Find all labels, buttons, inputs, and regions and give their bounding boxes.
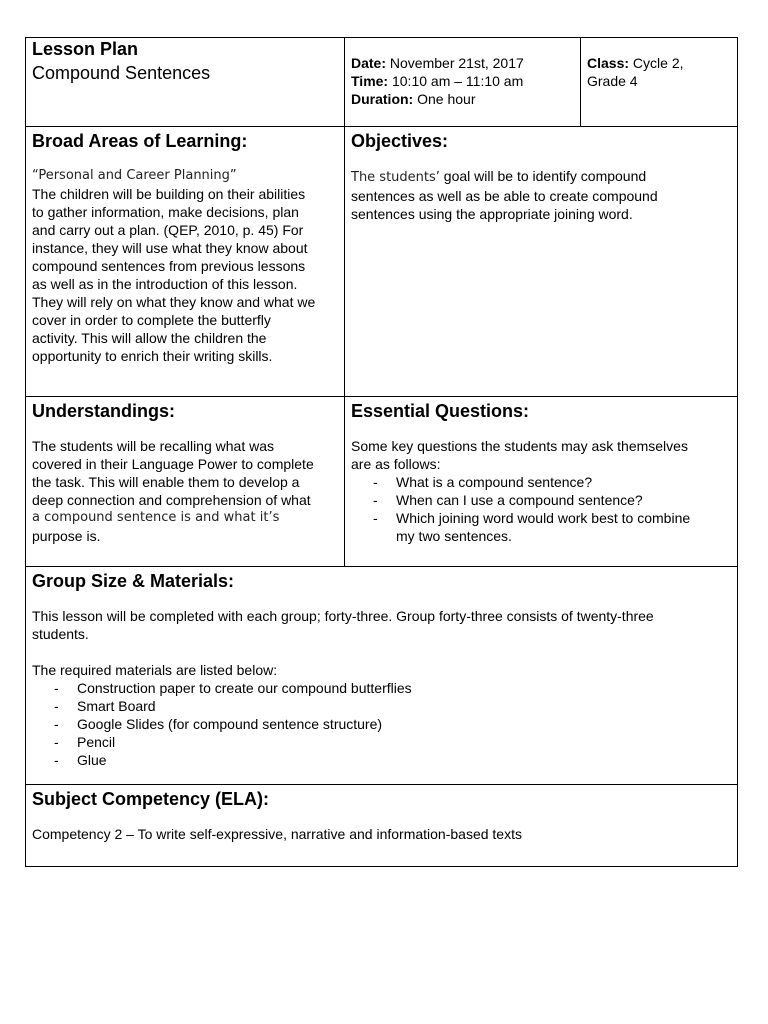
material-text: Glue xyxy=(77,752,107,768)
essential-questions-cell xyxy=(345,397,738,567)
date-label: Date: xyxy=(351,55,387,71)
class-line xyxy=(587,54,731,72)
class-label: Class: xyxy=(587,55,630,71)
understandings-line: deep connection and comprehension of what xyxy=(32,492,311,508)
objectives-line: sentences using the appropriate joining word. xyxy=(351,206,633,222)
question-text: What is a compound sentence? xyxy=(396,474,593,490)
material-text: Smart Board xyxy=(77,698,156,714)
broad-areas-line: activity. This will allow the children the xyxy=(32,330,267,346)
list-item xyxy=(373,473,731,491)
list-item xyxy=(373,491,731,509)
materials-list xyxy=(32,679,731,769)
material-text: Pencil xyxy=(77,734,116,750)
understandings-line: The students will be recalling what was xyxy=(32,438,275,454)
class-value-2: Grade 4 xyxy=(587,73,638,89)
essential-questions-list xyxy=(351,473,731,545)
time-line xyxy=(351,72,574,90)
header-row xyxy=(26,38,738,127)
list-item xyxy=(54,751,731,769)
broad-areas-heading: Broad Areas of Learning: xyxy=(32,131,248,151)
lesson-plan-document xyxy=(25,37,737,867)
list-item xyxy=(54,715,731,733)
date-value: November 21st, 2017 xyxy=(389,55,524,71)
class-cell xyxy=(581,38,738,127)
objectives-line-rest: goal will be to identify compound xyxy=(439,168,647,184)
essential-questions-intro: Some key questions the students may ask themselves xyxy=(351,438,688,454)
understandings-line: purpose is. xyxy=(32,528,101,544)
competency-heading: Subject Competency (ELA): xyxy=(32,789,270,809)
understandings-line: the task. This will enable them to develop a xyxy=(32,474,300,490)
broad-areas-line: compound sentences from previous lessons xyxy=(32,258,306,274)
material-text: Construction paper to create our compound butterflies xyxy=(77,680,412,696)
duration-label: Duration: xyxy=(351,91,414,107)
group-materials-cell xyxy=(26,567,738,785)
broad-areas-line: cover in order to complete the butterfly xyxy=(32,312,271,328)
broad-areas-line: instance, they will use what they know about xyxy=(32,240,308,256)
broad-areas-text xyxy=(32,185,338,365)
group-size-line: students. xyxy=(32,626,89,642)
objectives-heading: Objectives: xyxy=(351,131,449,151)
broad-areas-line: opportunity to enrich their writing skills. xyxy=(32,348,273,364)
understandings-cell xyxy=(26,397,345,567)
dash-marker: - xyxy=(54,698,59,714)
time-value: 10:10 am – 11:10 am xyxy=(391,73,524,89)
schedule-cell xyxy=(345,38,581,127)
competency-cell xyxy=(26,785,738,867)
understandings-line: a compound sentence is and what it’s xyxy=(32,510,280,525)
objectives-cell xyxy=(345,127,738,397)
understandings-heading: Understandings: xyxy=(32,401,176,421)
duration-value: One hour xyxy=(417,91,476,107)
objectives-line xyxy=(351,167,731,187)
competency-row xyxy=(26,785,738,867)
group-size-text xyxy=(32,607,731,643)
list-item xyxy=(373,509,731,527)
understandings-text xyxy=(32,437,338,545)
dash-marker: - xyxy=(373,474,378,490)
dash-marker: - xyxy=(54,716,59,732)
class-value-1: Cycle 2, xyxy=(632,55,684,71)
list-item xyxy=(54,679,731,697)
competency-text: Competency 2 – To write self-expressive, narrative and information-based texts xyxy=(32,826,522,842)
lesson-plan-table xyxy=(25,37,738,867)
list-item xyxy=(54,697,731,715)
broad-areas-cell xyxy=(26,127,345,397)
question-text: Which joining word would work best to combine xyxy=(396,510,691,526)
objectives-soft-text: The students’ xyxy=(351,170,440,185)
duration-line xyxy=(351,90,574,108)
group-size-line: This lesson will be completed with each group; forty-three. Group forty-three consists of twenty-three xyxy=(32,608,654,624)
title-cell xyxy=(26,38,345,127)
broad-areas-quote: “Personal and Career Planning” xyxy=(32,168,237,183)
objectives-line: sentences as well as be able to create compound xyxy=(351,188,658,204)
group-materials-heading: Group Size & Materials: xyxy=(32,571,235,591)
doc-title: Lesson Plan xyxy=(32,39,139,59)
learning-row xyxy=(26,127,738,397)
time-label: Time: xyxy=(351,73,389,89)
date-line xyxy=(351,54,574,72)
doc-subtitle: Compound Sentences xyxy=(32,63,211,83)
essential-questions-intro: are as follows: xyxy=(351,456,441,472)
list-item xyxy=(54,733,731,751)
essential-questions-heading: Essential Questions: xyxy=(351,401,530,421)
understandings-line: covered in their Language Power to complete xyxy=(32,456,314,472)
dash-marker: - xyxy=(373,492,378,508)
broad-areas-line: They will rely on what they know and what we xyxy=(32,294,316,310)
materials-text xyxy=(32,661,731,769)
materials-intro: The required materials are listed below: xyxy=(32,662,278,678)
list-item-continuation: my two sentences. xyxy=(396,528,512,544)
dash-marker: - xyxy=(54,752,59,768)
broad-areas-line: to gather information, make decisions, plan xyxy=(32,204,299,220)
objectives-text xyxy=(351,167,731,223)
dash-marker: - xyxy=(54,680,59,696)
dash-marker: - xyxy=(373,510,378,526)
question-text: When can I use a compound sentence? xyxy=(396,492,643,508)
broad-areas-line: and carry out a plan. (QEP, 2010, p. 45) For xyxy=(32,222,304,238)
group-materials-row xyxy=(26,567,738,785)
understandings-row xyxy=(26,397,738,567)
essential-questions-text xyxy=(351,437,731,545)
broad-areas-line: The children will be building on their abilities xyxy=(32,186,306,202)
material-text: Google Slides (for compound sentence structure) xyxy=(77,716,383,732)
dash-marker: - xyxy=(54,734,59,750)
broad-areas-line: as well as in the introduction of this lesson. xyxy=(32,276,298,292)
